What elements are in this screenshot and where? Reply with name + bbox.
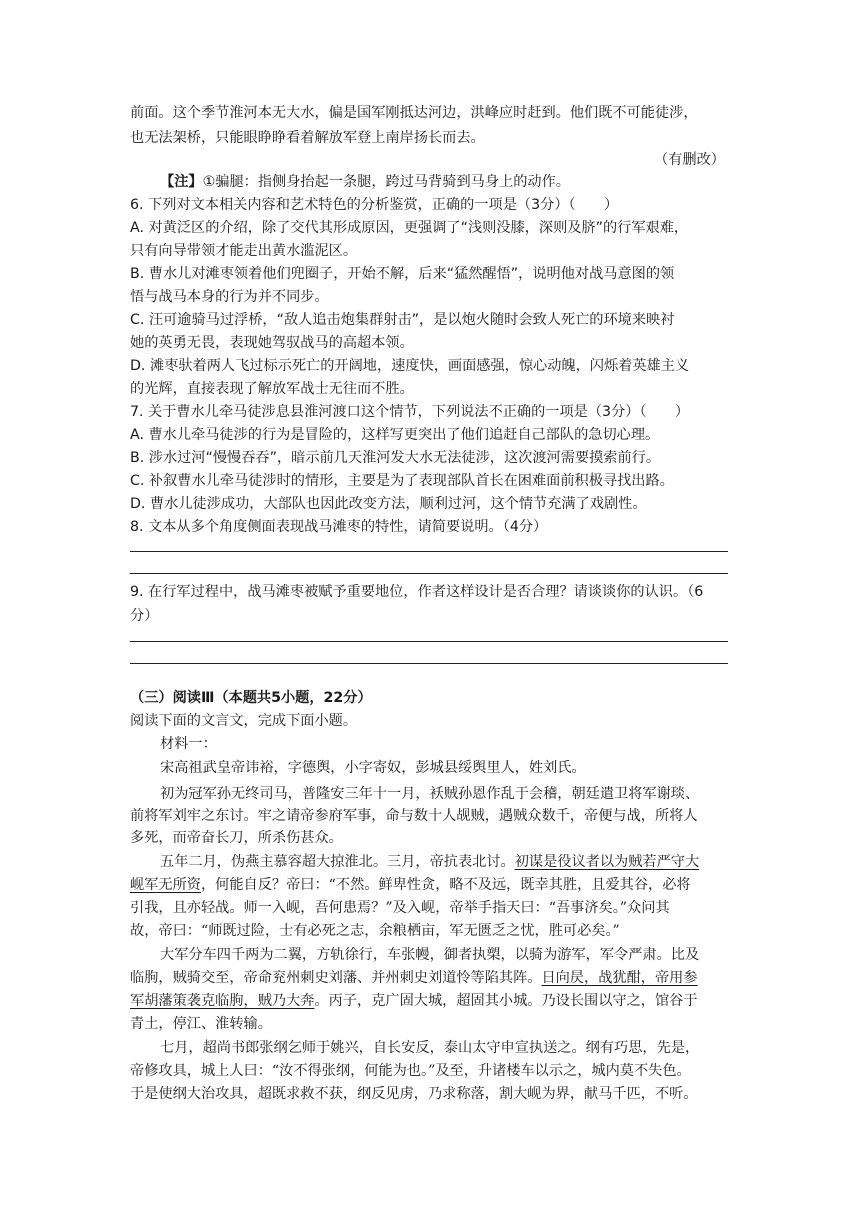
q9-answer-line-2[interactable]: [130, 663, 728, 664]
q7-option-b: B. 涉水过河“慢慢吞吞”，暗示前几天淮河发大水无法徒涉，这次渡河需要摸索前行。: [130, 450, 661, 466]
classical-p5-line-2: 帝修攻具，城上人曰：“汝不得张纲，何能为也。”及至，升诸楼车以示之，城内莫不失色。: [130, 1063, 691, 1079]
q9-stem-line-1: 9. 在行军过程中，战马滩枣被赋予重要地位，作者这样设计是否合理？请谈谈你的认识。（6: [130, 584, 704, 600]
classical-p1: 宋高祖武皇帝讳裕，字德舆，小字寄奴，彭城县绥舆里人，姓刘氏。: [160, 760, 586, 776]
classical-p3-line-1-text: 五年二月，伪燕主慕容超大掠淮北。三月，帝抗表北讨。: [160, 854, 515, 870]
classical-p5-line-3: 于是使纲大治攻具，超既求救不获，纲反见虏，乃求称落，割大岘为界，献马千匹，不听。: [130, 1086, 698, 1102]
q6-option-d-line-2: 的光辉，直接表现了解放军战士无往而不胜。: [130, 381, 414, 397]
q6-option-d-line-1: D. 滩枣驮着两人飞过标示死亡的开阔地，速度快，画面感强，惊心动魄，闪烁着英雄主义: [130, 358, 690, 374]
story-end-line-2: 也无法架桥，只能眼睁睁看着解放军登上南岸扬长而去。: [130, 130, 485, 146]
footnote-text: ①骗腿：指侧身抬起一条腿，跨过马背骑到马身上的动作。: [202, 174, 570, 190]
footnote: [160, 172, 570, 192]
classical-p3-line-4: 故，帝曰：“师既过险，士有必死之志，余粮栖亩，军无匮乏之忧，胜可必矣。”: [130, 923, 620, 939]
classical-p3-line-1: [160, 852, 699, 872]
q8-answer-line-1[interactable]: [130, 551, 728, 552]
story-end-line-1: 前面。这个季节淮河本无大水，偏是国军刚抵达河边，洪峰应时赶到。他们既不可能徒涉，: [130, 105, 698, 121]
q9-stem-line-2: 分）: [130, 608, 159, 624]
classical-p2-line-1: 初为冠军孙无终司马，普隆安三年十一月，袄贼孙恩作乱于会稽，朝廷遣卫将军谢琰、: [160, 786, 700, 802]
q6-option-a-line-2: 只有向导带领才能走出黄水滥泥区。: [130, 243, 358, 259]
q6-option-b-line-1: B. 曹水儿对滩枣领着他们兜圈子，开始不解，后来“猛然醒悟”，说明他对战马意图的领: [130, 266, 675, 282]
q7-option-c: C. 补叙曹水儿牵马徒涉时的情形，主要是为了表现部队首长在困难面前积极寻找出路。: [130, 473, 674, 489]
classical-p4-line-2-text: 临朐，贼骑交至，帝命兖州刺史刘藩、并州刺史刘道怜等陷其阵。: [130, 970, 542, 986]
translation-underline-2a: 日向昃，战犹酣，帝用参: [541, 970, 698, 986]
classical-p4-line-3: [130, 991, 698, 1011]
q6-option-c-line-1: C. 汪可逾骑马过浮桥，“敌人追击炮集群射击”，是以炮火随时会致人死亡的环境来映衬: [130, 312, 675, 328]
adapted-note: （有删改）: [654, 152, 725, 168]
translation-underline-1b: 岘军无所资: [130, 877, 201, 893]
classical-p4-line-3-text: 。丙子，克广固大城，超固其小城。乃设长围以守之，馆谷于: [314, 993, 698, 1009]
classical-p2-line-2: 前将军刘牢之东讨。牢之请帝参府军事，命与数十人觇贼，遇贼众数千，帝便与战，所将人: [130, 808, 698, 824]
classical-p3-line-3: 引我，且亦轻战。师一入岘，吾何患焉？”及入岘，帝举手指天曰：“吾事济矣。”众问其: [130, 900, 670, 916]
q8-answer-line-2[interactable]: [130, 573, 728, 574]
q7-option-a: A. 曹水儿牵马徒涉的行为是冒险的，这样写更突出了他们追赶自己部队的急切心理。: [130, 427, 660, 443]
section-3-instruction: 阅读下面的文言文，完成下面小题。: [130, 713, 358, 729]
classical-p3-line-2-text: ，何能自反？帝曰：“不然。鲜卑性贪，略不及远，既幸其胜，且爱其谷，必将: [200, 877, 691, 893]
footnote-label: 【注】: [160, 174, 203, 190]
material-1-label: 材料一：: [160, 736, 217, 752]
classical-p3-line-2: [130, 875, 691, 895]
translation-underline-1a: 初谋是役议者以为贼若严守大: [514, 854, 700, 870]
q6-stem: 6. 下列对文本相关内容和艺术特色的分析鉴赏，正确的一项是（3分）（ ）: [130, 197, 619, 213]
q9-answer-line-1[interactable]: [130, 641, 728, 642]
classical-p4-line-1: 大军分车四千两为二翼，方轨徐行，车张幔，御者执槊，以骑为游军，军令严肃。比及: [160, 947, 700, 963]
translation-underline-2b: 军胡藩策袭克临朐，贼乃大奔: [130, 993, 315, 1009]
classical-p4-line-4: 青土，停江、淮转输。: [130, 1016, 272, 1032]
q6-option-a-line-1: A. 对黄泛区的介绍，除了交代其形成原因，更强调了“浅则没膝，深则及脐”的行军艰难，: [130, 220, 689, 236]
q6-option-c-line-2: 她的英勇无畏，表现她驾驭战马的高超本领。: [130, 335, 414, 351]
q6-option-b-line-2: 悟与战马本身的行为并不同步。: [130, 289, 329, 305]
classical-p4-line-2: [130, 968, 698, 988]
q7-option-d: D. 曹水儿徒涉成功，大部队也因此改变方法，顺利过河，这个情节充满了戏剧性。: [130, 496, 647, 512]
classical-p2-line-3: 多死，而帝奋长刀，所杀伤甚众。: [130, 830, 343, 846]
q8-stem: 8. 文本从多个角度侧面表现战马滩枣的特性，请简要说明。（4分）: [130, 519, 548, 535]
classical-p5-line-1: 七月，超尚书郎张纲乞师于姚兴，自长安反，泰山太守申宣执送之。纲有巧思，先是，: [160, 1040, 700, 1056]
section-3-heading: （三）阅读Ⅲ（本题共5小题，22分）: [130, 690, 372, 706]
q7-stem: 7. 关于曹水儿牵马徒涉息县淮河渡口这个情节，下列说法不正确的一项是（3分）（ ）: [130, 404, 690, 420]
